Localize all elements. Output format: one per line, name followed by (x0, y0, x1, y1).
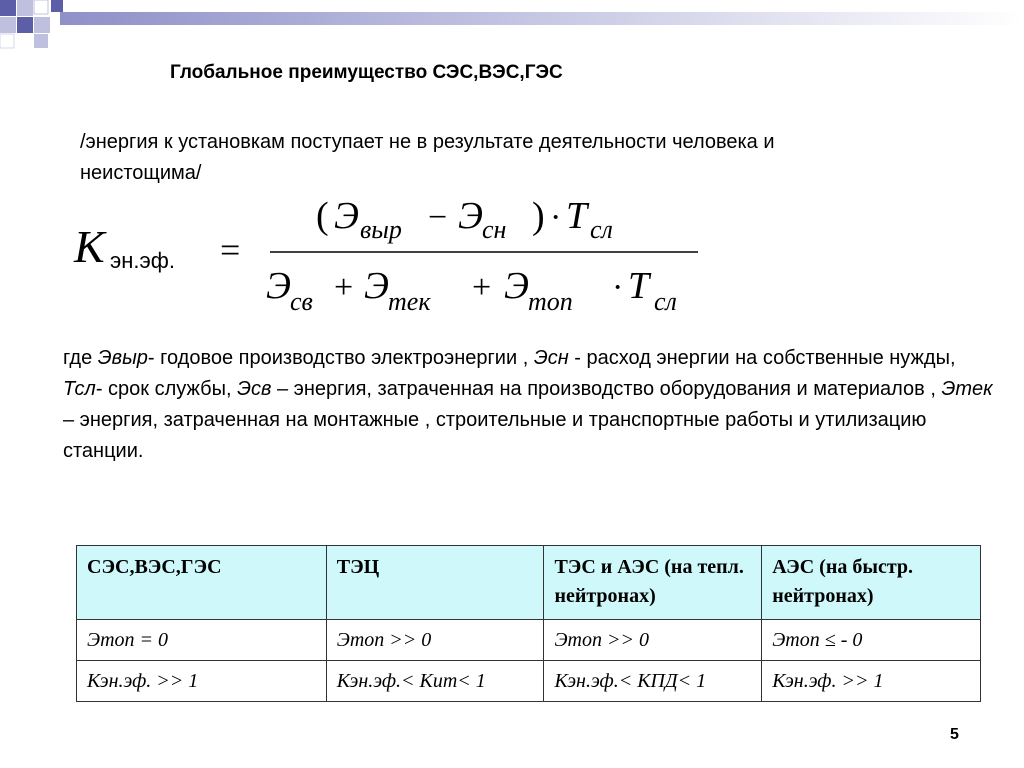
decorative-corner (0, 0, 1024, 60)
den-e-top-sub: топ (528, 287, 573, 316)
formula-k-symbol: K (74, 221, 105, 272)
den-plus-2: + (472, 269, 492, 306)
formula-svg (60, 180, 720, 330)
table-cell: Этоп >> 0 (544, 620, 762, 661)
efficiency-formula (60, 180, 720, 330)
desc-text-6: – энергия, затраченная на монтажные , строительные и транспортные работы и утилизацию станции. (63, 409, 927, 462)
table-cell: Кэн.эф. >> 1 (77, 661, 327, 702)
num-minus: − (428, 199, 448, 236)
slide-subtitle: /энергия к установкам поступает не в результате деятельности человека и неистощима/ (80, 131, 775, 184)
header-cell-ses: СЭС,ВЭС,ГЭС (77, 546, 327, 620)
den-e-tek: Э (364, 265, 389, 307)
num-open-paren: ( (316, 195, 329, 237)
num-e-sn-sub: сн (482, 215, 507, 244)
table-cell: Кэн.эф.< Кит< 1 (326, 661, 544, 702)
page-number: 5 (950, 726, 959, 743)
num-e-vyr: Э (334, 195, 359, 237)
header-cell-aes-fast: АЭС (на быстр. нейтронах) (762, 546, 981, 620)
desc-text-1: где (63, 347, 98, 369)
desc-term-etek: Этек (941, 378, 993, 400)
slide-title: Глобальное преимущество СЭС,ВЭС,ГЭС (170, 62, 563, 83)
table-cell: Этоп >> 0 (326, 620, 544, 661)
num-dot: · (550, 199, 562, 236)
table-header-row (77, 546, 981, 620)
desc-term-esn: Эсн (533, 347, 569, 369)
header-cell-tec: ТЭЦ (326, 546, 544, 620)
comparison-table (76, 545, 981, 702)
num-e-vyr-sub: выр (360, 215, 402, 244)
table-cell: Этоп = 0 (77, 620, 327, 661)
table-cell: Кэн.эф.< КПД< 1 (544, 661, 762, 702)
num-close-paren: ) (532, 195, 545, 237)
desc-term-evyr: Эвыр (97, 347, 148, 369)
formula-k-subscript: эн.эф. (110, 248, 175, 273)
den-e-tek-sub: тек (388, 287, 431, 316)
desc-text-2: - годовое производство электроэнергии , (147, 347, 534, 369)
formula-description (63, 343, 993, 467)
den-t-sl-sub: сл (654, 287, 677, 316)
table-cell: Этоп ≤ - 0 (762, 620, 981, 661)
num-e-sn: Э (458, 195, 483, 237)
formula-equals: = (220, 230, 241, 270)
desc-text-3: - расход энергии на собственные нужды, (568, 347, 956, 369)
den-t-sl: T (628, 265, 650, 307)
num-t-sl: T (566, 195, 588, 237)
den-dot: · (612, 269, 624, 306)
table-cell: Кэн.эф. >> 1 (762, 661, 981, 702)
den-e-top: Э (504, 265, 529, 307)
header-cell-tes-aes-thermal: ТЭС и АЭС (на тепл. нейтронах) (544, 546, 762, 620)
den-plus-1: + (334, 269, 354, 306)
table-row (77, 620, 981, 661)
desc-text-5: – энергия, затраченная на производство оборудования и материалов , (271, 378, 942, 400)
table-row (77, 661, 981, 702)
den-e-sv-sub: св (290, 287, 313, 316)
den-e-sv: Э (266, 265, 291, 307)
num-t-sl-sub: сл (590, 215, 613, 244)
desc-text-4: - срок службы, (95, 378, 238, 400)
desc-term-esv: Эсв (237, 378, 272, 400)
desc-term-tsl: Тсл (63, 378, 96, 400)
